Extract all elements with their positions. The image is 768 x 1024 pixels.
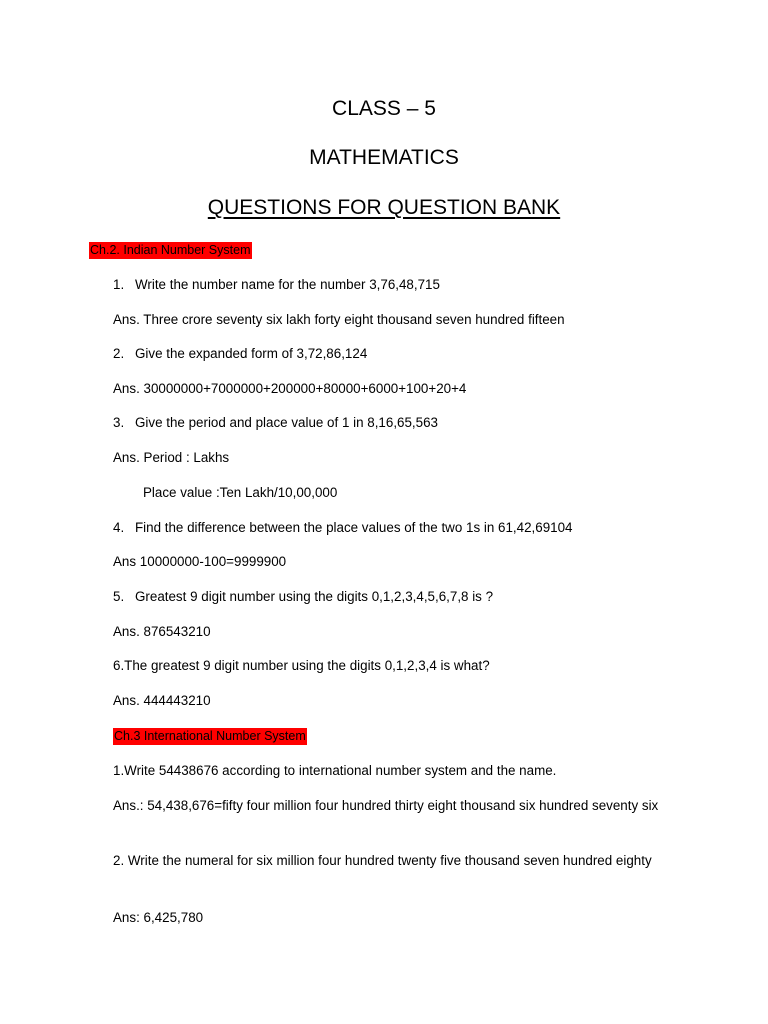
ch2-answer-1: Ans. Three crore seventy six lakh forty eight thousand seven hundred fifteen [113,312,565,327]
ch3-answer-2: Ans: 6,425,780 [113,910,204,925]
chapter-2-label: Ch.2. Indian Number System [90,243,251,257]
ch2-answer-2: Ans. 30000000+7000000+200000+80000+6000+100+20+4 [113,381,467,396]
question-text: Write the number name for the number 3,76,48,715 [135,277,440,292]
question-text: Give the period and place value of 1 in 8,16,65,563 [135,415,438,430]
question-text: Give the expanded form of 3,72,86,124 [135,346,368,361]
ch3-answer-1: Ans.: 54,438,676=fifty four million four hundred thirty eight thousand six hundred seventy six [113,798,659,813]
question-number: 1. [113,277,125,292]
ch2-answer-5: Ans. 876543210 [113,624,211,639]
ch3-question-2: 2. Write the numeral for six million four hundred twenty five thousand seven hundred eighty [113,853,652,868]
class-title: CLASS – 5 [332,97,436,120]
ch2-answer-3-period: Ans. Period : Lakhs [113,450,230,465]
page-heading [0,195,768,221]
chapter-3-label: Ch.3 International Number System [114,729,306,743]
question-text: Find the difference between the place values of the two 1s in 61,42,69104 [135,520,573,535]
question-number: 3. [113,415,125,430]
ch2-question-4 [113,517,572,539]
question-text: Greatest 9 digit number using the digits 0,1,2,3,4,5,6,7,8 is ? [135,589,494,604]
ch2-question-5 [113,586,493,608]
page-heading-text: QUESTIONS FOR QUESTION BANK [207,196,561,219]
ch2-answer-4: Ans 10000000-100=9999900 [113,554,287,569]
ch2-question-1 [113,274,440,296]
ch2-question-3 [113,412,438,434]
question-number: 5. [113,589,125,604]
ch2-answer-3-place-value: Place value :Ten Lakh/10,00,000 [143,485,338,500]
ch2-question-2 [113,343,367,365]
ch2-question-6: 6.The greatest 9 digit number using the digits 0,1,2,3,4 is what? [113,658,490,673]
ch3-question-1: 1.Write 54438676 according to international number system and the name. [113,763,557,778]
question-number: 2. [113,346,125,361]
question-number: 4. [113,520,125,535]
subject-title: MATHEMATICS [309,146,459,169]
ch2-answer-6: Ans. 444443210 [113,693,211,708]
